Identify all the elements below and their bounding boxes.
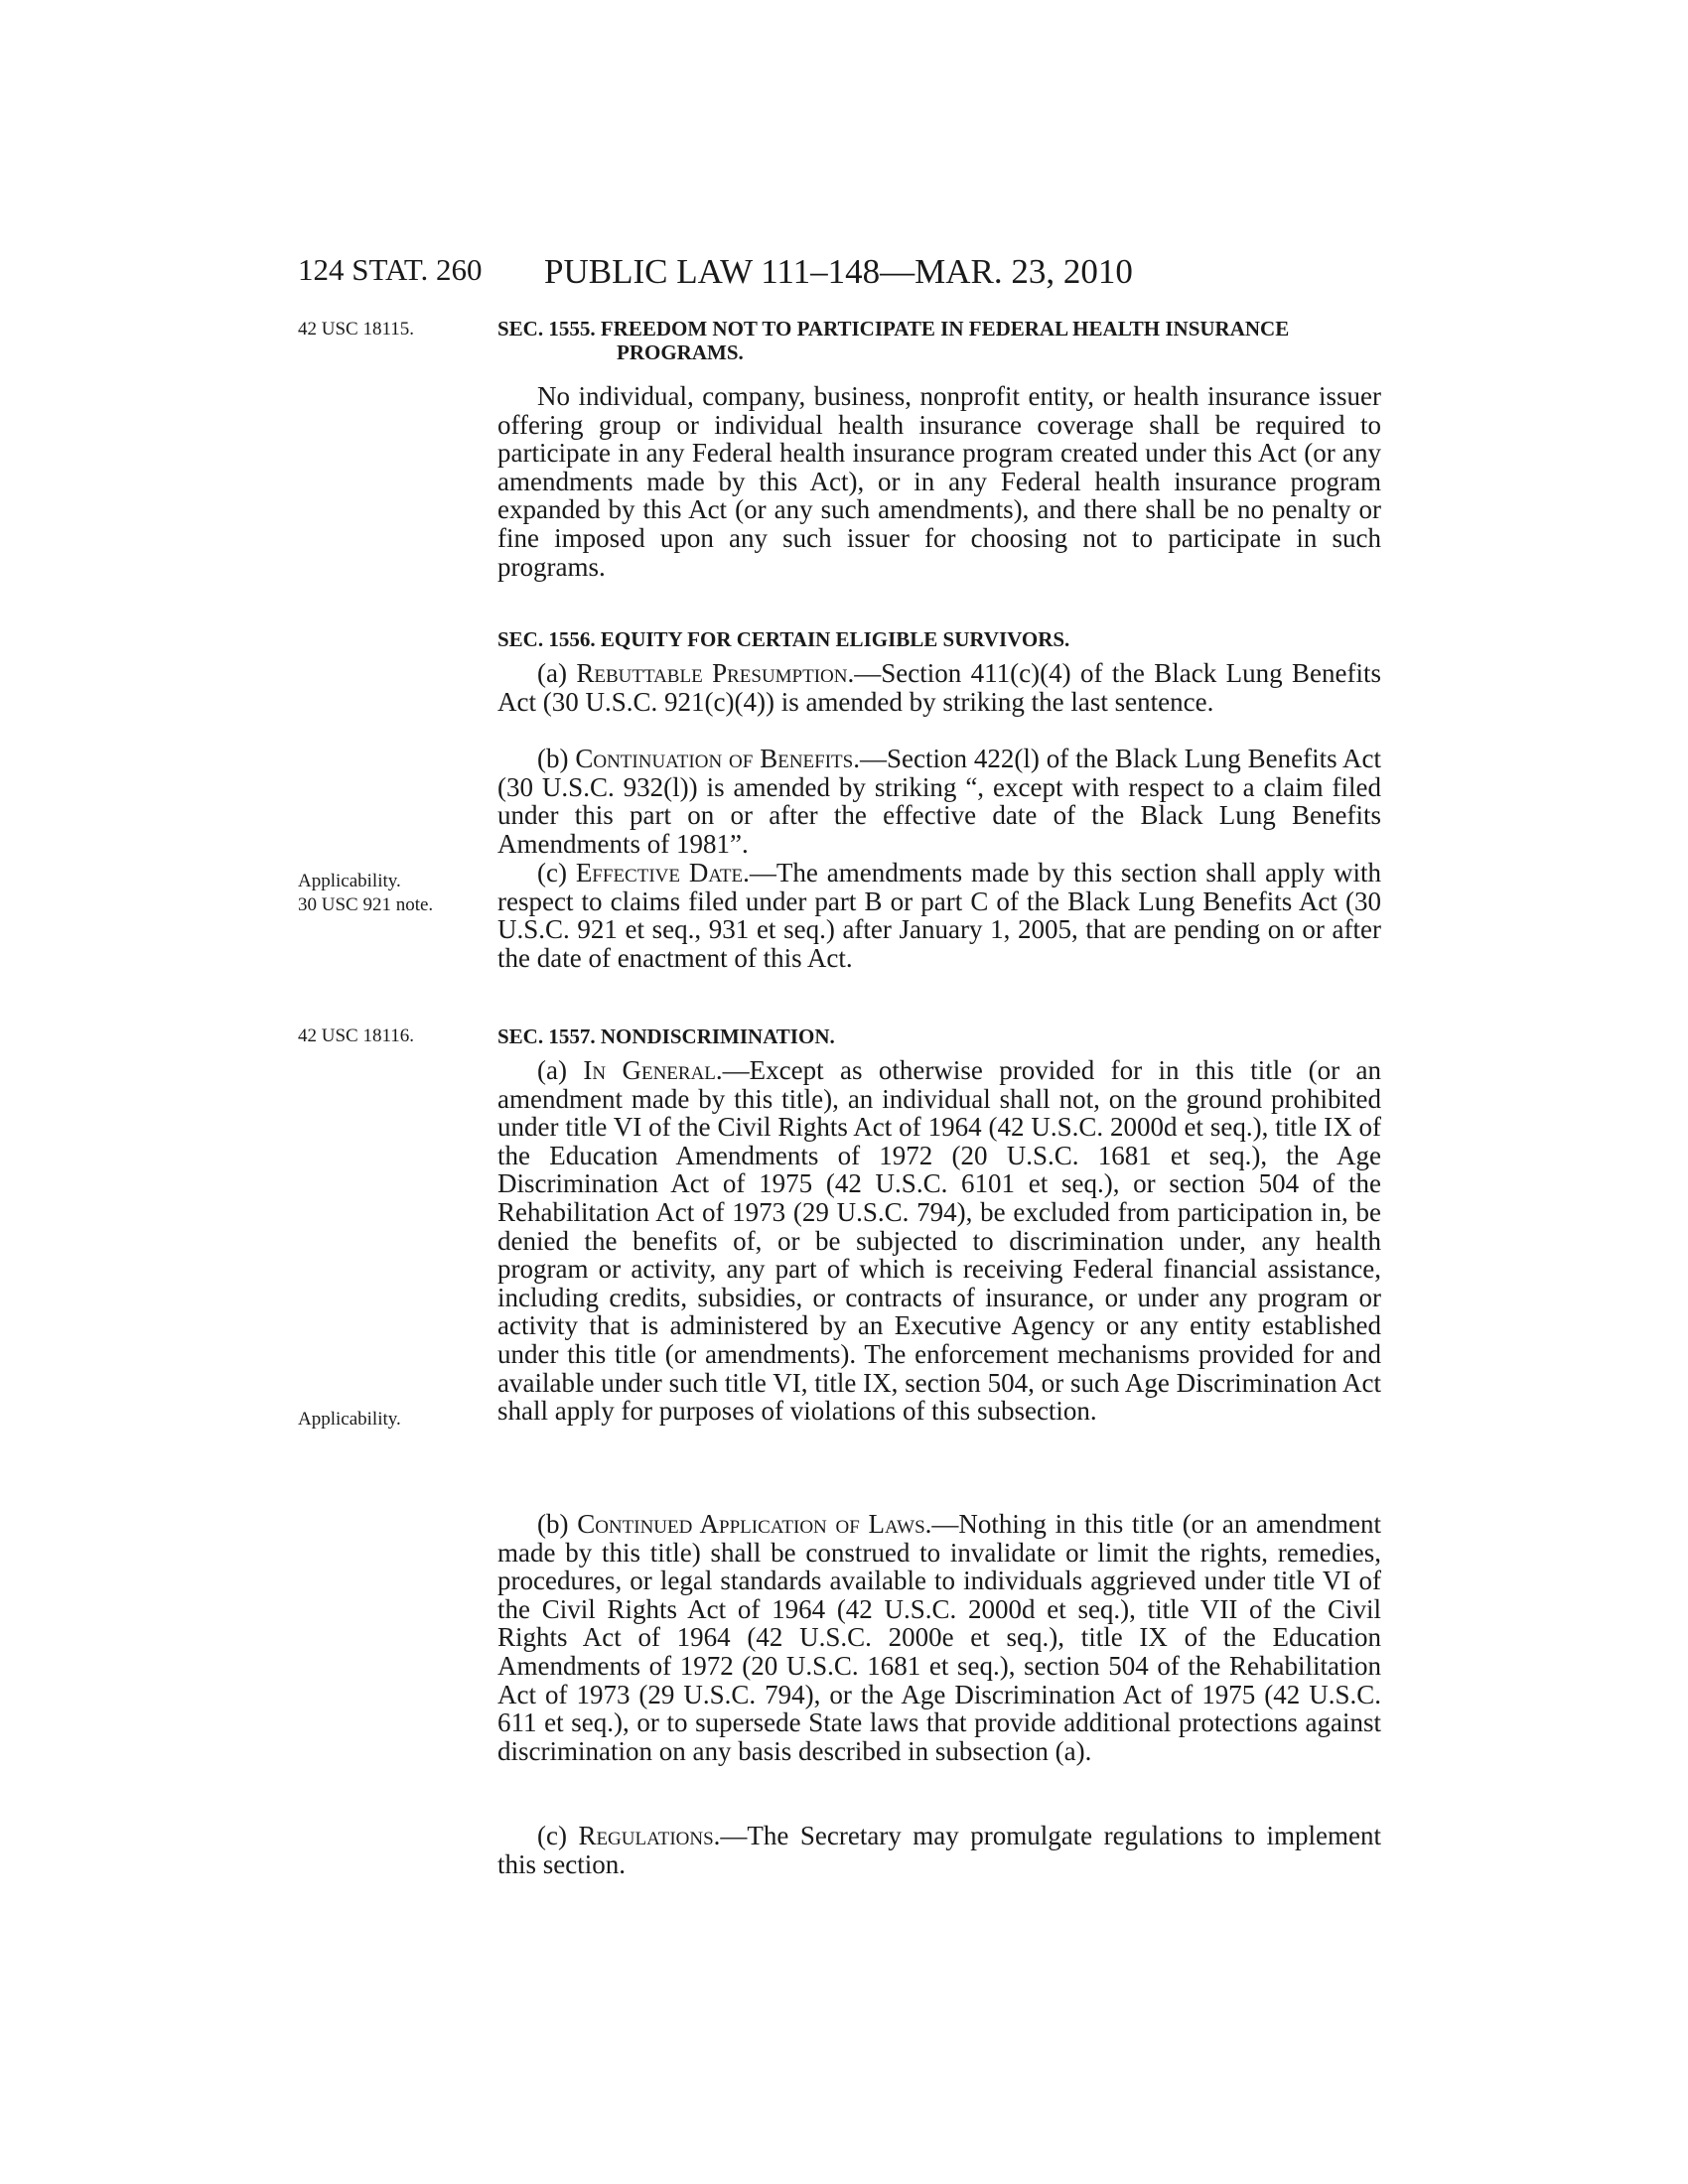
subsection-label: (a) [537, 658, 577, 688]
statute-page-number: 124 STAT. 260 [298, 252, 483, 287]
subsection-caption: In General. [583, 1055, 723, 1085]
subsection-caption: Rebuttable Presumption. [576, 658, 855, 688]
margin-note-usc-18115: 42 USC 18115. [298, 319, 415, 340]
sec-1556-subsection-c [497, 859, 1381, 972]
sec-1555-body: No individual, company, business, nonprofit entity, or health insurance issuer offering group or individual health insurance coverage shall be required to participate in any Federal health insurance program created under this Act (or any amendments made by this Act), or in any Federal health insurance program expanded by this Act (or any such amendments), and there shall be no penalty or fine imposed upon any such issuer for choosing not to participate in such programs. [497, 381, 1381, 582]
subsection-text: —Except as otherwise provided for in this title (or an amendment made by this title), an individual shall not, on the ground prohibited under title VI of the Civil Rights Act of 1964 (42 U.S.C. 2000d et seq.), title IX of the Education Amendments of 1972 (20 U.S.C. 1681 et seq.), the Age Discrimination Act of 1975 (42 U.S.C. 6101 et seq.), or section 504 of the Rehabilitation Act of 1973 (29 U.S.C. 794), be excluded from participation in, be denied the benefits of, or be subjected to discrimination under, any health program or activity, any part of which is receiving Federal financial assistance, including credits, subsidies, or contracts of insurance, or under any program or activity that is administered by an Executive Agency or any entity established under this title (or amendments). The enforcement mechanisms provided for and available under such title VI, title IX, section 504, or such Age Discrimination Act shall apply for purposes of violations of this subsection. [497, 1055, 1381, 1427]
subsection-caption: Continued Application of Laws. [577, 1509, 932, 1539]
sec-1557-subsection-c [497, 1822, 1381, 1878]
page-header [298, 252, 1381, 292]
subsection-caption: Continuation of Benefits. [575, 744, 860, 773]
margin-note-usc-18116: 42 USC 18116. [298, 1025, 415, 1046]
sec-1556-subsection-a [497, 659, 1381, 716]
subsection-text: —Nothing in this title (or an amendment made by this title) shall be construed to invalidate or limit the rights, remedies, procedures, or legal standards available to individuals aggrieved under title VI of the Civil Rights Act of 1964 (42 U.S.C. 2000d et seq.), title VII of the Civil Rights Act of 1964 (42 U.S.C. 2000e et seq.), title IX of the Education Amendments of 1972 (20 U.S.C. 1681 et seq.), section 504 of the Rehabilitation Act of 1973 (29 U.S.C. 794), or the Age Discrimination Act of 1975 (42 U.S.C. 611 et seq.), or to supersede State laws that provide additional protections against discrimination on any basis described in subsection (a). [497, 1509, 1382, 1766]
subsection-label: (b) [537, 744, 576, 773]
subsection-caption: Effective Date. [575, 858, 750, 887]
subsection-text: —The amendments made by this section shall apply with respect to claims filed under part B or part C of the Black Lung Benefits Act (30 U.S.C. 921 et seq., 931 et seq.) after January 1, 2005, that are pending on or after the date of enactment of this Act. [497, 858, 1381, 973]
subsection-text: —Section 411(c)(4) of the Black Lung Benefits Act (30 U.S.C. 921(c)(4)) is amended by striking the last sentence. [497, 658, 1381, 717]
sec-1555-heading: SEC. 1555. FREEDOM NOT TO PARTICIPATE IN FEDERAL HEALTH INSURANCE PROGRAMS. [497, 317, 1290, 364]
sec-1557-subsection-b [497, 1510, 1381, 1765]
sec-1557-subsection-a [497, 1056, 1381, 1426]
margin-note-usc-921: 30 USC 921 note. [298, 894, 434, 915]
margin-note-applicability: Applicability. [298, 871, 401, 891]
sec-1557-heading: SEC. 1557. NONDISCRIMINATION. [497, 1024, 835, 1048]
subsection-label: (c) [537, 858, 576, 887]
subsection-label: (a) [537, 1055, 584, 1085]
public-law-title: PUBLIC LAW 111–148—MAR. 23, 2010 [544, 252, 1133, 291]
sec-1556-heading: SEC. 1556. EQUITY FOR CERTAIN ELIGIBLE SURVIVORS. [497, 627, 1070, 651]
margin-note-applicability: Applicability. [298, 1409, 401, 1430]
sec-1556-subsection-b [497, 745, 1381, 858]
subsection-text: —The Secretary may promulgate regulations to implement this section. [497, 1821, 1382, 1879]
subsection-label: (c) [537, 1821, 579, 1850]
subsection-label: (b) [537, 1509, 578, 1539]
subsection-text: —Section 422(l) of the Black Lung Benefits Act (30 U.S.C. 932(l)) is amended by striking “, except with respect to a claim filed under this part on or after the effective date of the Black Lung Benefits Amendments of 1981”. [497, 744, 1381, 859]
subsection-caption: Regulations. [578, 1821, 721, 1850]
